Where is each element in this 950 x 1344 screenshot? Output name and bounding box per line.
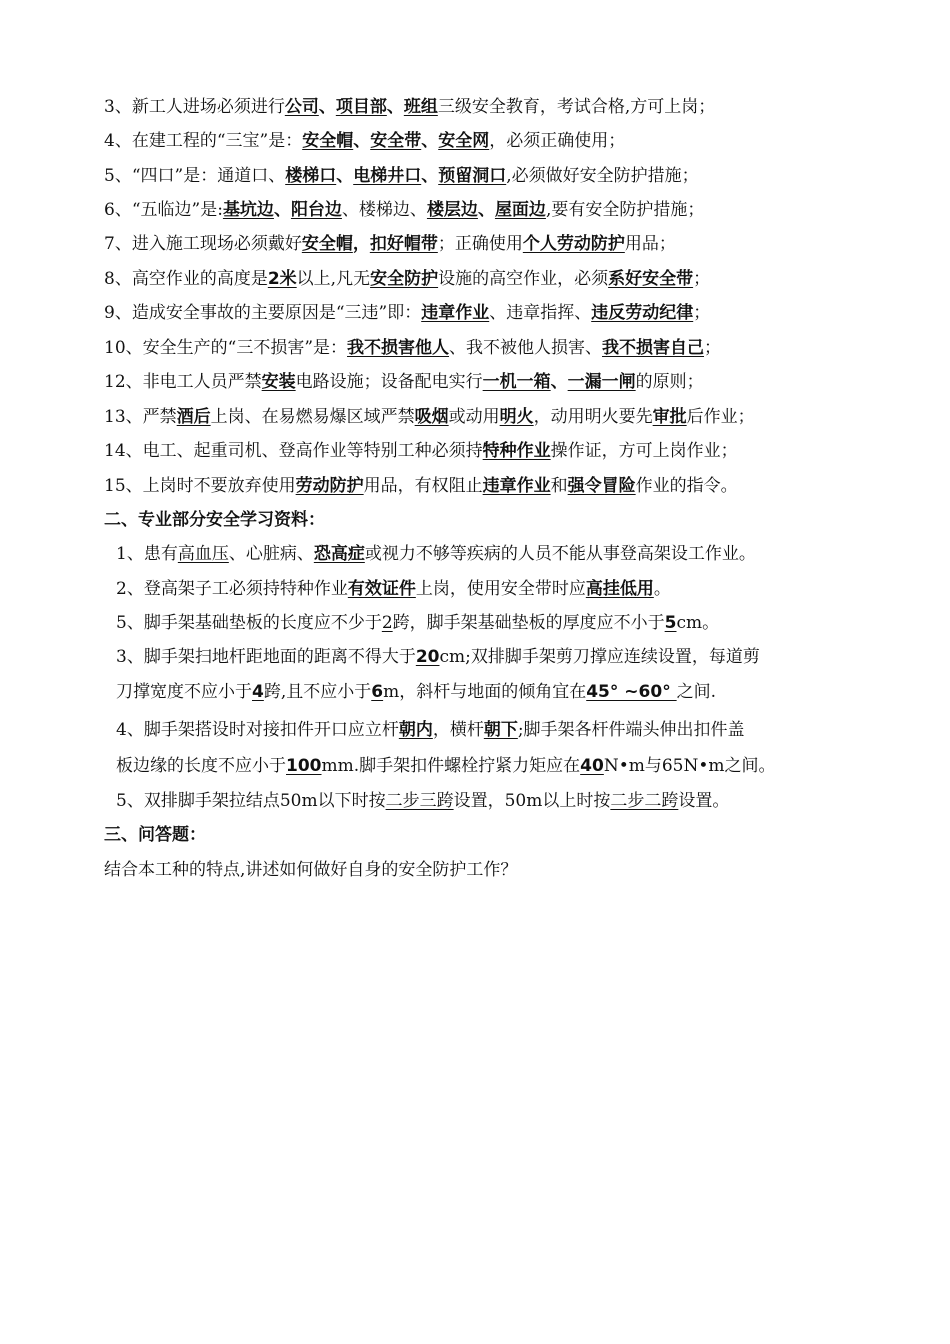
text-segment: 的原则； (635, 372, 704, 392)
text-segment: 4、脚手架搭设时对接扣件开口应立杆 (116, 720, 399, 740)
text-segment: ;脚手架各杆件端头伸出扣件盖 (517, 720, 745, 740)
section-heading (104, 509, 840, 531)
underlined-answer: 二步二跨 (610, 791, 679, 811)
text-line (104, 302, 840, 324)
underlined-answer: 我不损害自己 (602, 338, 705, 358)
text-segment: 设置，50m以上时按 (453, 791, 611, 811)
text-segment: cm;双排脚手架剪刀撑应连续设置，每道剪 (439, 647, 760, 667)
text-segment: 设置。 (678, 791, 730, 811)
text-segment: ，必须正确使用； (489, 131, 626, 151)
underlined-answer: 安全带 (370, 131, 422, 151)
text-segment: ； (693, 303, 711, 323)
text-line (116, 612, 840, 634)
text-line (116, 646, 840, 668)
text-segment: 三级安全教育，考试合格,方可上岗； (437, 97, 716, 117)
underlined-answer: 违章作业 (482, 476, 551, 496)
underlined-answer: 一机一箱 (482, 372, 551, 392)
text-segment: 、楼梯边、 (341, 200, 427, 220)
text-segment: 、违章指挥、 (489, 303, 592, 323)
underlined-answer: 高血压 (177, 544, 229, 564)
underlined-answer: 一漏一闸 (567, 372, 636, 392)
text-line (104, 96, 840, 118)
underlined-answer: 公司 (284, 97, 319, 117)
text-segment: 、 (318, 97, 336, 117)
text-line (116, 543, 840, 565)
text-segment: 13、严禁 (104, 407, 177, 427)
underlined-answer: 电梯井口 (353, 166, 422, 186)
text-segment: 、 (353, 131, 371, 151)
underlined-answer: 安装 (261, 372, 296, 392)
underlined-answer: 违章作业 (421, 303, 490, 323)
underlined-answer: 有效证件 (347, 579, 416, 599)
text-segment: 或视力不够等疾病的人员不能从事登高架设工作业。 (364, 544, 756, 564)
text-segment: ；正确使用 (437, 234, 523, 254)
text-segment: 。 (653, 579, 671, 599)
text-line (104, 440, 840, 462)
underlined-answer: 安全防护 (370, 269, 439, 289)
underlined-answer: 我不损害他人 (347, 338, 450, 358)
underlined-answer: 20 (415, 647, 440, 667)
underlined-answer: 朝内 (398, 720, 433, 740)
text-segment: N•m与65N•m之间。 (603, 756, 776, 776)
underlined-answer: 40 (580, 756, 604, 776)
text-segment: 5、“四口”是：通道口、 (104, 166, 286, 186)
underlined-answer: 楼层边 (426, 200, 478, 220)
text-segment: 和 (550, 476, 568, 496)
text-line (104, 165, 840, 187)
text-segment: 5、脚手架基础垫板的长度应不少于 (116, 613, 382, 633)
text-line (104, 268, 840, 290)
text-segment: mm.脚手架扣件螺栓拧紧力矩应在 (321, 756, 581, 776)
text-segment: 15、上岗时不要放弃使用 (104, 476, 296, 496)
underlined-answer: 45° ~60° (586, 682, 677, 702)
underlined-answer: 屋面边 (494, 200, 546, 220)
text-segment: 、我不被他人损害、 (449, 338, 603, 358)
text-segment: ， (352, 234, 370, 254)
underlined-answer: 强令冒险 (567, 476, 636, 496)
underlined-answer: 6 (371, 682, 384, 702)
underlined-answer: 5 (664, 613, 677, 633)
text-line (104, 337, 840, 359)
underlined-answer: 项目部 (335, 97, 387, 117)
underlined-answer: 安全帽 (302, 131, 354, 151)
text-segment: 上岗，使用安全带时应 (415, 579, 586, 599)
underlined-answer: 4 (252, 682, 264, 702)
text-line (104, 130, 840, 152)
text-line (104, 199, 840, 221)
text-segment: 三、问答题： (104, 825, 206, 845)
text-segment: 、 (273, 200, 291, 220)
text-segment: m，斜杆与地面的倾角宜在 (383, 682, 587, 702)
text-segment: 12、非电工人员严禁 (104, 372, 262, 392)
underlined-answer: 预留洞口 (438, 166, 507, 186)
underlined-answer: 朝下 (483, 720, 518, 740)
text-segment: 电路设施；设备配电实行 (295, 372, 483, 392)
text-line (116, 681, 840, 703)
text-line (116, 578, 840, 600)
text-segment: ，动用明火要先 (533, 407, 653, 427)
underlined-answer: 恐高症 (313, 544, 365, 564)
text-segment: 、 (336, 166, 354, 186)
text-line (104, 859, 840, 881)
text-segment: 以上,凡无 (296, 269, 371, 289)
text-segment: ； (704, 338, 722, 358)
text-segment: 用品，有权阻止 (363, 476, 483, 496)
text-segment: 或动用 (448, 407, 500, 427)
text-segment: 结合本工种的特点,讲述如何做好自身的安全防护工作？ (104, 860, 518, 880)
underlined-answer: 阳台边 (290, 200, 342, 220)
text-line (104, 371, 840, 393)
underlined-answer: 楼梯口 (285, 166, 337, 186)
underlined-answer: 2 (381, 613, 393, 633)
text-segment: 之间. (676, 682, 717, 702)
text-segment: 板边缘的长度不应小于 (116, 756, 286, 776)
underlined-answer: 违反劳动纪律 (591, 303, 694, 323)
text-line (116, 790, 840, 812)
text-segment: 9、造成安全事故的主要原因是“三违”即： (104, 303, 422, 323)
text-segment: ； (693, 269, 711, 289)
text-segment: 设施的高空作业，必须 (438, 269, 609, 289)
text-segment: 刀撑宽度不应小于 (116, 682, 252, 702)
text-segment: 5、双排脚手架拉结点50m以下时按 (116, 791, 386, 811)
text-segment: 后作业； (686, 407, 755, 427)
text-segment: 8、高空作业的高度是 (104, 269, 268, 289)
text-line (116, 719, 840, 741)
underlined-answer: 2米 (267, 269, 297, 289)
text-segment: 、 (477, 200, 495, 220)
text-segment: 1、患有 (116, 544, 178, 564)
underlined-answer: 系好安全带 (608, 269, 694, 289)
text-segment: ,必须做好安全防护措施； (506, 166, 699, 186)
text-line (104, 406, 840, 428)
underlined-answer: 基坑边 (222, 200, 274, 220)
text-segment: 二、专业部分安全学习资料： (104, 510, 325, 530)
text-segment: cm。 (676, 613, 720, 633)
text-segment: 4、在建工程的“三宝”是： (104, 131, 303, 151)
text-segment: 6、“五临边”是: (104, 200, 223, 220)
underlined-answer: 劳动防护 (295, 476, 364, 496)
underlined-answer: 吸烟 (414, 407, 449, 427)
text-segment: 14、电工、起重司机、登高作业等特别工种必须持 (104, 441, 483, 461)
text-segment: 、 (421, 131, 439, 151)
text-segment: 3、脚手架扫地杆距地面的距离不得大于 (116, 647, 416, 667)
text-segment: 10、安全生产的“三不损害”是： (104, 338, 348, 358)
text-segment: 、 (421, 166, 439, 186)
underlined-answer: 班组 (403, 97, 438, 117)
underlined-answer: 安全帽 (301, 234, 353, 254)
text-segment: 7、进入施工现场必须戴好 (104, 234, 302, 254)
underlined-answer: 个人劳动防护 (522, 234, 625, 254)
underlined-answer: 高挂低用 (585, 579, 654, 599)
text-segment: 、 (386, 97, 404, 117)
underlined-answer: 安全网 (438, 131, 490, 151)
text-segment: 、 (550, 372, 568, 392)
text-segment: 跨，脚手架基础垫板的厚度应不小于 (392, 613, 665, 633)
text-segment: 3、新工人进场必须进行 (104, 97, 285, 117)
text-segment: 用品； (624, 234, 676, 254)
text-segment: ,要有安全防护措施； (545, 200, 705, 220)
text-segment: 、心脏病、 (228, 544, 314, 564)
underlined-answer: 100 (286, 756, 322, 776)
underlined-answer: 酒后 (176, 407, 211, 427)
text-line (116, 755, 840, 777)
underlined-answer: 二步三跨 (385, 791, 454, 811)
text-line (104, 475, 840, 497)
text-segment: ，横杆 (432, 720, 484, 740)
text-segment: 操作证，方可上岗作业； (550, 441, 738, 461)
text-segment: 作业的指令。 (635, 476, 738, 496)
text-line (104, 233, 840, 255)
section-heading (104, 824, 840, 846)
underlined-answer: 明火 (499, 407, 534, 427)
underlined-answer: 特种作业 (482, 441, 551, 461)
text-segment: 上岗、在易燃易爆区域严禁 (210, 407, 415, 427)
underlined-answer: 扣好帽带 (369, 234, 438, 254)
text-segment: 2、登高架子工必须持特种作业 (116, 579, 348, 599)
text-segment: 跨,且不应小于 (263, 682, 372, 702)
underlined-answer: 审批 (652, 407, 687, 427)
